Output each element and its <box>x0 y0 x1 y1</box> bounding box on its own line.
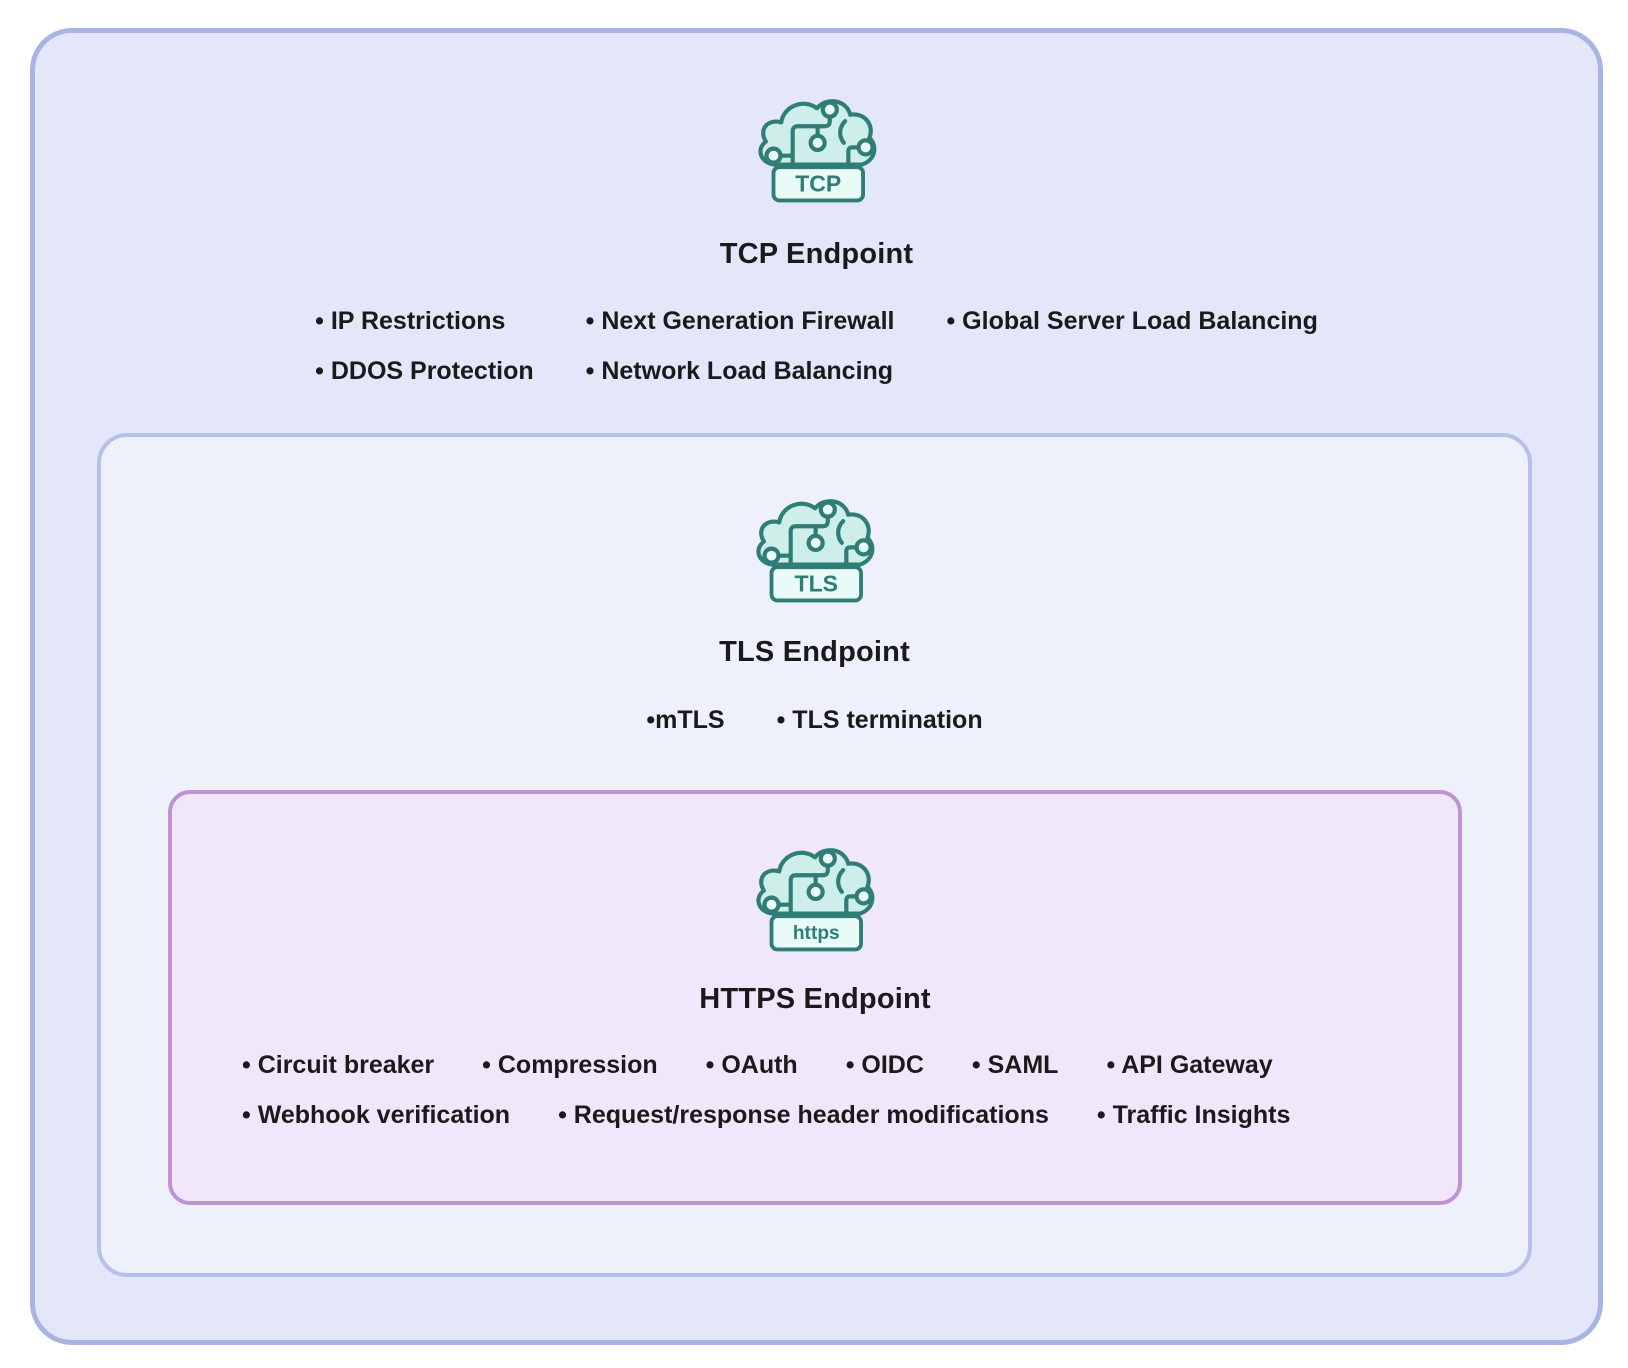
tls-endpoint-zone <box>97 433 1532 1277</box>
https-endpoint-zone <box>168 790 1462 1205</box>
https-endpoint-title: HTTPS Endpoint <box>699 983 931 1015</box>
feature-item: • IP Restrictions <box>315 307 506 335</box>
feature-item: • Request/response header modifications <box>558 1101 1049 1129</box>
https-feature-row-2 <box>242 1100 1290 1130</box>
feature-item: • TLS termination <box>776 706 983 734</box>
tcp-section <box>35 33 1598 386</box>
feature-item: • Next Generation Firewall <box>585 307 895 335</box>
tls-icon-label: TLS <box>794 570 838 597</box>
tcp-cloud-icon <box>753 93 881 203</box>
feature-item: • Traffic Insights <box>1096 1101 1291 1129</box>
https-icon-label: https <box>792 923 840 945</box>
tls-section <box>101 437 1528 735</box>
feature-item: • Circuit breaker <box>242 1051 435 1079</box>
feature-item: • SAML <box>971 1051 1059 1079</box>
https-section <box>172 794 1458 1130</box>
tcp-icon-label: TCP <box>794 170 841 197</box>
feature-item: •mTLS <box>646 706 725 734</box>
https-feature-list <box>172 1050 1458 1130</box>
feature-item: • OIDC <box>845 1051 924 1079</box>
tcp-endpoint-title: TCP Endpoint <box>719 238 914 270</box>
feature-item: • Network Load Balancing <box>585 357 894 385</box>
tls-endpoint-title: TLS Endpoint <box>719 636 910 668</box>
feature-item: • Compression <box>482 1051 658 1079</box>
tls-cloud-icon <box>751 493 879 603</box>
https-cloud-icon <box>751 842 879 952</box>
tcp-endpoint-zone <box>30 28 1603 1345</box>
tcp-feature-list <box>315 306 1318 386</box>
feature-item: • API Gateway <box>1106 1051 1273 1079</box>
feature-item: • OAuth <box>705 1051 798 1079</box>
https-feature-row-1 <box>242 1050 1273 1080</box>
feature-item: • Webhook verification <box>242 1101 511 1129</box>
feature-item: • DDOS Protection <box>315 357 534 385</box>
feature-item: • Global Server Load Balancing <box>946 307 1318 335</box>
tls-feature-list <box>646 705 982 735</box>
